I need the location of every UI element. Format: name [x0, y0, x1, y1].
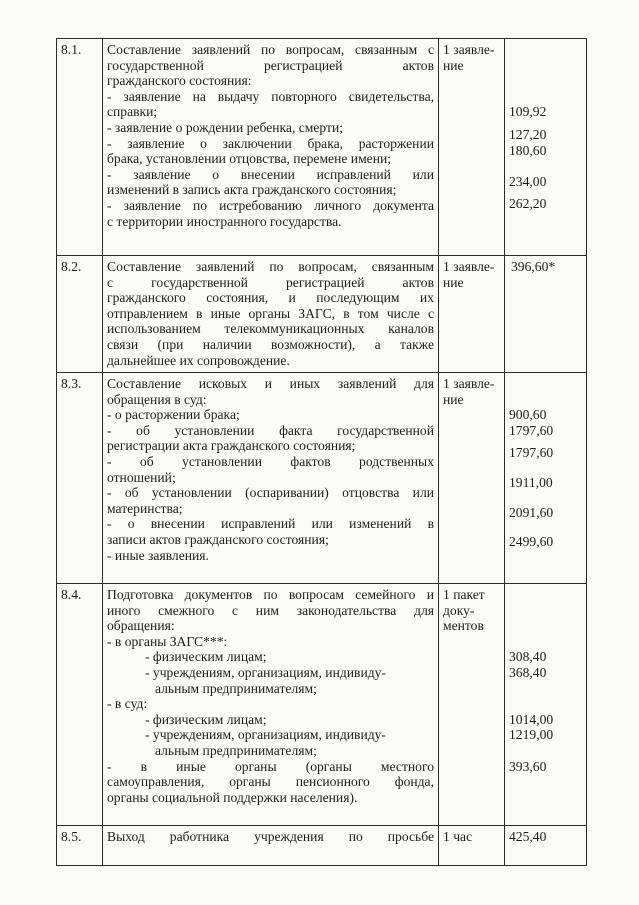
price-value: 368,40: [509, 664, 547, 680]
unit-line: ментов: [443, 618, 484, 634]
desc-line: - об установлении фактов родственных: [107, 453, 434, 469]
row-description: [103, 826, 439, 866]
price-value: 1219,00: [509, 727, 554, 743]
desc-line: отношений;: [107, 469, 176, 485]
desc-line: - заявление по истребованию личного документа: [107, 197, 434, 213]
table-row: [57, 39, 587, 256]
row-unit: [439, 256, 505, 373]
table-row: [57, 256, 587, 373]
desc-line: обращения:: [107, 618, 175, 634]
desc-line: обращения в суд:: [107, 391, 207, 407]
desc-line: материнства;: [107, 500, 183, 516]
desc-line: записи актов гражданского состояния;: [107, 531, 329, 547]
unit-line: ние: [443, 57, 464, 73]
price-value: 262,20: [509, 196, 547, 212]
desc-line: - об установлении (оспаривании) отцовства или: [107, 485, 434, 501]
desc-line: - заявление о рождении ребенка, смерти;: [107, 119, 344, 135]
desc-line: альным предпринимателям;: [155, 680, 317, 696]
row-unit: [439, 584, 505, 826]
desc-line: регистрации акта гражданского состояния;: [107, 438, 356, 454]
price-value: 1014,00: [509, 711, 554, 727]
row-price: [505, 826, 587, 866]
row-description: [103, 584, 439, 826]
desc-line: - заявление о заключении брака, расторжении: [107, 135, 434, 151]
desc-line: - в органы ЗАГС***:: [107, 633, 228, 649]
price-value: 396,60*: [511, 259, 556, 274]
unit-line: доку-: [443, 602, 475, 618]
price-value: 1911,00: [509, 474, 553, 490]
row-unit: [439, 373, 505, 584]
desc-line: Составление заявлений по вопросам, связанным: [107, 259, 434, 274]
desc-line: Подготовка документов по вопросам семейного и: [107, 587, 434, 602]
row-unit: [439, 826, 505, 866]
price-value: 425,40: [509, 829, 547, 844]
desc-line: - заявление на выдачу повторного свидетельства,: [107, 88, 434, 104]
desc-line: - физическим лицам;: [145, 711, 267, 727]
desc-line: использованием телекоммуникационных каналов: [107, 321, 434, 337]
row-price: [505, 39, 587, 256]
desc-line: иного смежного с ним законодательства для: [107, 602, 434, 618]
row-price: [505, 373, 587, 584]
row-price: [505, 584, 587, 826]
tariff-table: [56, 38, 587, 866]
unit-line: ние: [443, 391, 464, 407]
desc-line: брака, установлении отцовства, перемене имени;: [107, 151, 392, 167]
price-value: 109,92: [509, 104, 547, 120]
desc-line: справки;: [107, 104, 158, 120]
desc-line: дальнейшее их сопровождение.: [107, 352, 290, 368]
price-value: 1797,60: [509, 422, 554, 438]
unit-line: 1 заявле-: [443, 376, 495, 391]
row-number: 8.2.: [57, 256, 103, 373]
desc-line: - учреждениям, организациям, индивиду-: [145, 664, 386, 680]
row-number: 8.4.: [57, 584, 103, 826]
desc-line: с государственной регистрацией актов: [107, 274, 434, 290]
desc-line: гражданского состояния, и последующим их: [107, 290, 434, 306]
row-number: 8.3.: [57, 373, 103, 584]
row-description: [103, 373, 439, 584]
price-value: 1797,60: [509, 445, 554, 461]
desc-line: Составление исковых и иных заявлений для: [107, 376, 434, 391]
table-row: [57, 826, 587, 866]
desc-line: гражданского состояния:: [107, 73, 252, 89]
desc-line: - учреждениям, организациям, индивиду-: [145, 727, 386, 743]
desc-line: изменений в запись акта гражданского состояния;: [107, 182, 397, 198]
desc-line: - в суд:: [107, 696, 148, 712]
table-row: [57, 584, 587, 826]
table-row: [57, 373, 587, 584]
desc-line: с территории иностранного государства.: [107, 213, 342, 229]
desc-line: альным предпринимателям;: [155, 742, 317, 758]
desc-line: Выход работника учреждения по просьбе: [107, 829, 434, 844]
unit-line: ние: [443, 274, 464, 290]
unit-line: 1 пакет: [443, 587, 485, 602]
desc-line: Составление заявлений по вопросам, связанным с: [107, 42, 434, 57]
desc-line: - о расторжении брака;: [107, 407, 240, 423]
row-description: [103, 39, 439, 256]
desc-line: самоуправления, органы пенсионного фонда,: [107, 774, 434, 790]
price-value: 2499,60: [509, 534, 554, 550]
desc-line: - иные заявления.: [107, 547, 209, 563]
row-number: 8.5.: [57, 826, 103, 866]
price-value: 308,40: [509, 649, 547, 665]
desc-line: отправлением в иные органы ЗАГС, в том числе с: [107, 305, 434, 321]
row-unit: [439, 39, 505, 256]
unit-line: 1 час: [443, 829, 473, 844]
price-value: 2091,60: [509, 504, 554, 520]
desc-line: - о внесении исправлений или изменений в: [107, 516, 434, 532]
price-value: 393,60: [509, 758, 547, 774]
desc-line: связи (при наличии возможности), а также: [107, 336, 434, 352]
desc-line: органы социальной поддержки населения).: [107, 789, 358, 805]
row-number: 8.1.: [57, 39, 103, 256]
price-value: 127,20: [509, 126, 547, 142]
desc-line: - заявление о внесении исправлений или: [107, 166, 434, 182]
unit-line: 1 заявле-: [443, 259, 495, 274]
desc-line: государственной регистрацией актов: [107, 57, 434, 73]
price-value: 900,60: [509, 407, 547, 423]
desc-line: - об установлении факта государственной: [107, 422, 434, 438]
row-description: [103, 256, 439, 373]
desc-line: - физическим лицам;: [145, 649, 267, 665]
desc-line: - в иные органы (органы местного: [107, 758, 434, 774]
price-value: 180,60: [509, 142, 547, 158]
unit-line: 1 заявле-: [443, 42, 495, 57]
price-value: 234,00: [509, 173, 547, 189]
row-price: [505, 256, 587, 373]
